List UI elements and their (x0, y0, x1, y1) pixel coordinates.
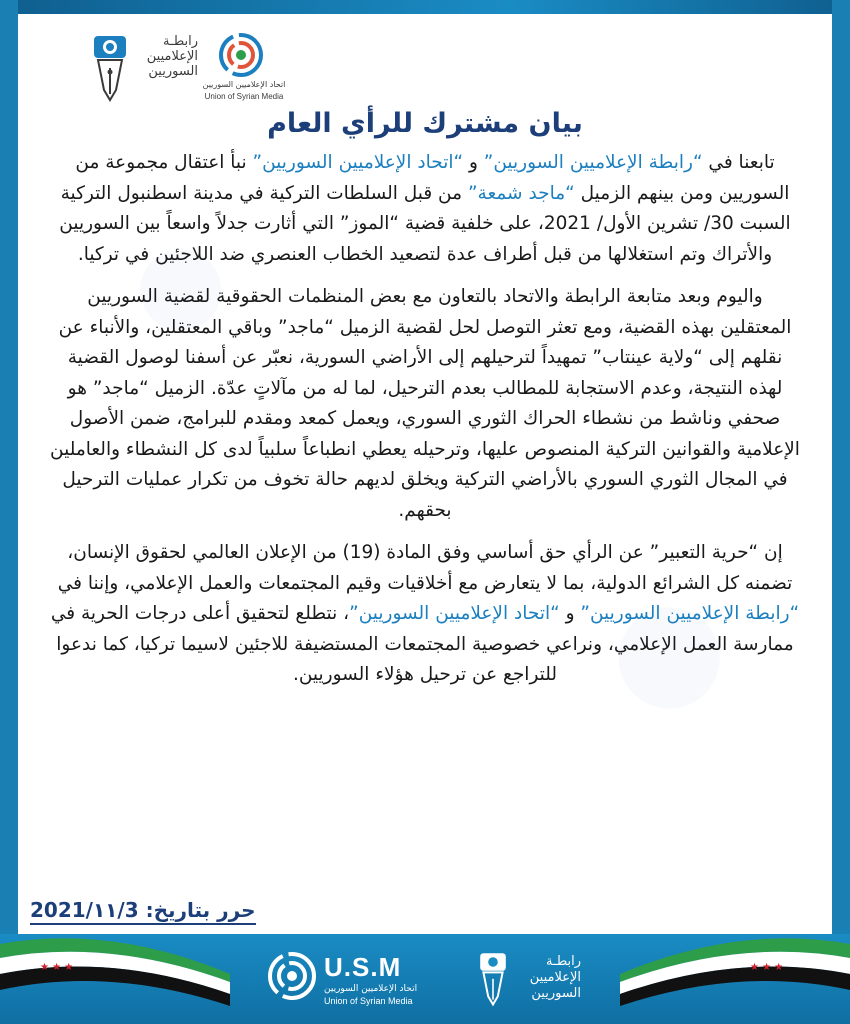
paragraph-text: واليوم وبعد متابعة الرابطة والاتحاد بالتعاون مع بعض المنظمات الحقوقية لقضية السوريين المعتقلين بهذه القضية، ومع تعثر التوصل لحل لقضية الزميل “ماجد” وباقي المعتقلين، والأنباء عن نقلهم إلى “ولاية عينتاب” تمهيداً لترحيلهم إلى الأراضي السورية، نعبّر عن أسفنا لوصول القضية لهذه النتيجة، وعدم الاستجابة للمطالب بعدم الترحيل، لما له من مآلاتٍ عدّة. الزميل “ماجد” هو صحفي وناشط من نشطاء الحراك الثوري السوري، ويعمل كمعد ومقدم للبرامج، ضمن الأصول الإعلامية والقوانين التركية المنصوص عليها، وترحيله يعطي انطباعاً سلبياً لدى كل النشطاء والعاملين في المجال الثوري السوري بالأراضي التركية ويخلق لديهم حالة تخوف من تكرار عمليات الترحيل بحقهم. (50, 286, 800, 521)
footer-usm-emblem-icon (266, 950, 318, 1002)
svg-text:★ ★ ★: ★ ★ ★ (40, 962, 74, 973)
rabita-logo-line3: السوريين (148, 64, 198, 79)
usm-emblem-icon (218, 32, 264, 78)
paragraph-text: ، نتطلع لتحقيق أعلى درجات الحرية في ممارسة العمل الإعلامي، ونراعي خصوصية المجتمعات المستضيفة للاجئين لاسيما تركيا، كما ندعوا للتراجع عن ترحيل هؤلاء السوريين. (50, 603, 794, 685)
footer-usm-name-en: Union of Syrian Media (324, 996, 413, 1006)
statement-paragraph (50, 282, 800, 526)
right-stripe (832, 0, 850, 1024)
paragraph-text: نبأ اعتقال مجموعة من السوريين ومن بينهم الزميل (75, 152, 790, 204)
paragraph-text: و (463, 152, 484, 173)
syrian-flag-wave-left (0, 934, 230, 1024)
paragraph-text: تابعنا في (702, 152, 775, 173)
highlighted-name: “اتحاد الإعلاميين السوريين” (252, 152, 464, 173)
highlighted-name: “رابطة الإعلاميين السوريين” (580, 603, 800, 624)
footer-rabita-line1: رابطـة (546, 954, 581, 969)
footer-usm-abbr: U.S.M (324, 952, 402, 982)
statement-body (50, 148, 800, 703)
top-bar (0, 0, 850, 14)
statement-paragraph (50, 538, 800, 691)
rabita-logo-line2: الإعلاميين (146, 49, 198, 64)
left-stripe (0, 0, 18, 1024)
highlighted-name: “ماجد شمعة” (467, 182, 575, 204)
paragraph-text: و (559, 603, 581, 624)
footer-rabita-logo (475, 940, 585, 1020)
issue-date: حرر بتاريخ: 2021/١١/3 (30, 898, 256, 925)
syrian-flag-wave-right (620, 934, 850, 1024)
footer-usm-name-ar: اتحاد الإعلاميين السوريين (324, 984, 418, 994)
highlighted-name: “اتحاد الإعلاميين السوريين” (349, 603, 560, 624)
paragraph-text: إن “حرية التعبير” عن الرأي حق أساسي وفق المادة (19) من الإعلان العالمي لحقوق الإنسان، تضمنه كل الشرائع الدولية، بما لا يتعارض مع أخلاقيات وقيم المجتمعات والعمل الإعلامي، وإننا في (57, 542, 793, 594)
statement-paragraph (50, 148, 800, 270)
footer-rabita-line3: السوريين (531, 986, 581, 1001)
rabita-logo-line1: رابطـة (163, 34, 198, 49)
footer (0, 934, 850, 1024)
pen-icon (90, 32, 130, 102)
usm-logo-name-ar: اتحاد الإعلاميين السوريين (202, 80, 286, 89)
footer-rabita-line2: الإعلاميين (529, 970, 581, 985)
footer-pen-icon (477, 946, 509, 1010)
footer-usm-logo (262, 940, 422, 1018)
svg-text:★ ★ ★: ★ ★ ★ (750, 962, 784, 973)
highlighted-name: “رابطة الإعلاميين السوريين” (483, 152, 703, 173)
usm-logo (198, 32, 288, 110)
rabita-logo (90, 28, 200, 108)
usm-logo-name-en: Union of Syrian Media (204, 92, 284, 101)
paragraph-text: من قبل السلطات التركية في مدينة اسطنبول التركية السبت 30/ تشرين الأول/ 2021، على خلفية قضية “الموز” التي أثارت جدلاً واسعاً بين السوريين والأتراك وتم استغلالها من قبل أطراف عدة لتصعيد الخطاب العنصري ضد اللاجئين في تركيا. (59, 182, 791, 265)
page-title: بيان مشترك للرأي العام (267, 108, 583, 139)
